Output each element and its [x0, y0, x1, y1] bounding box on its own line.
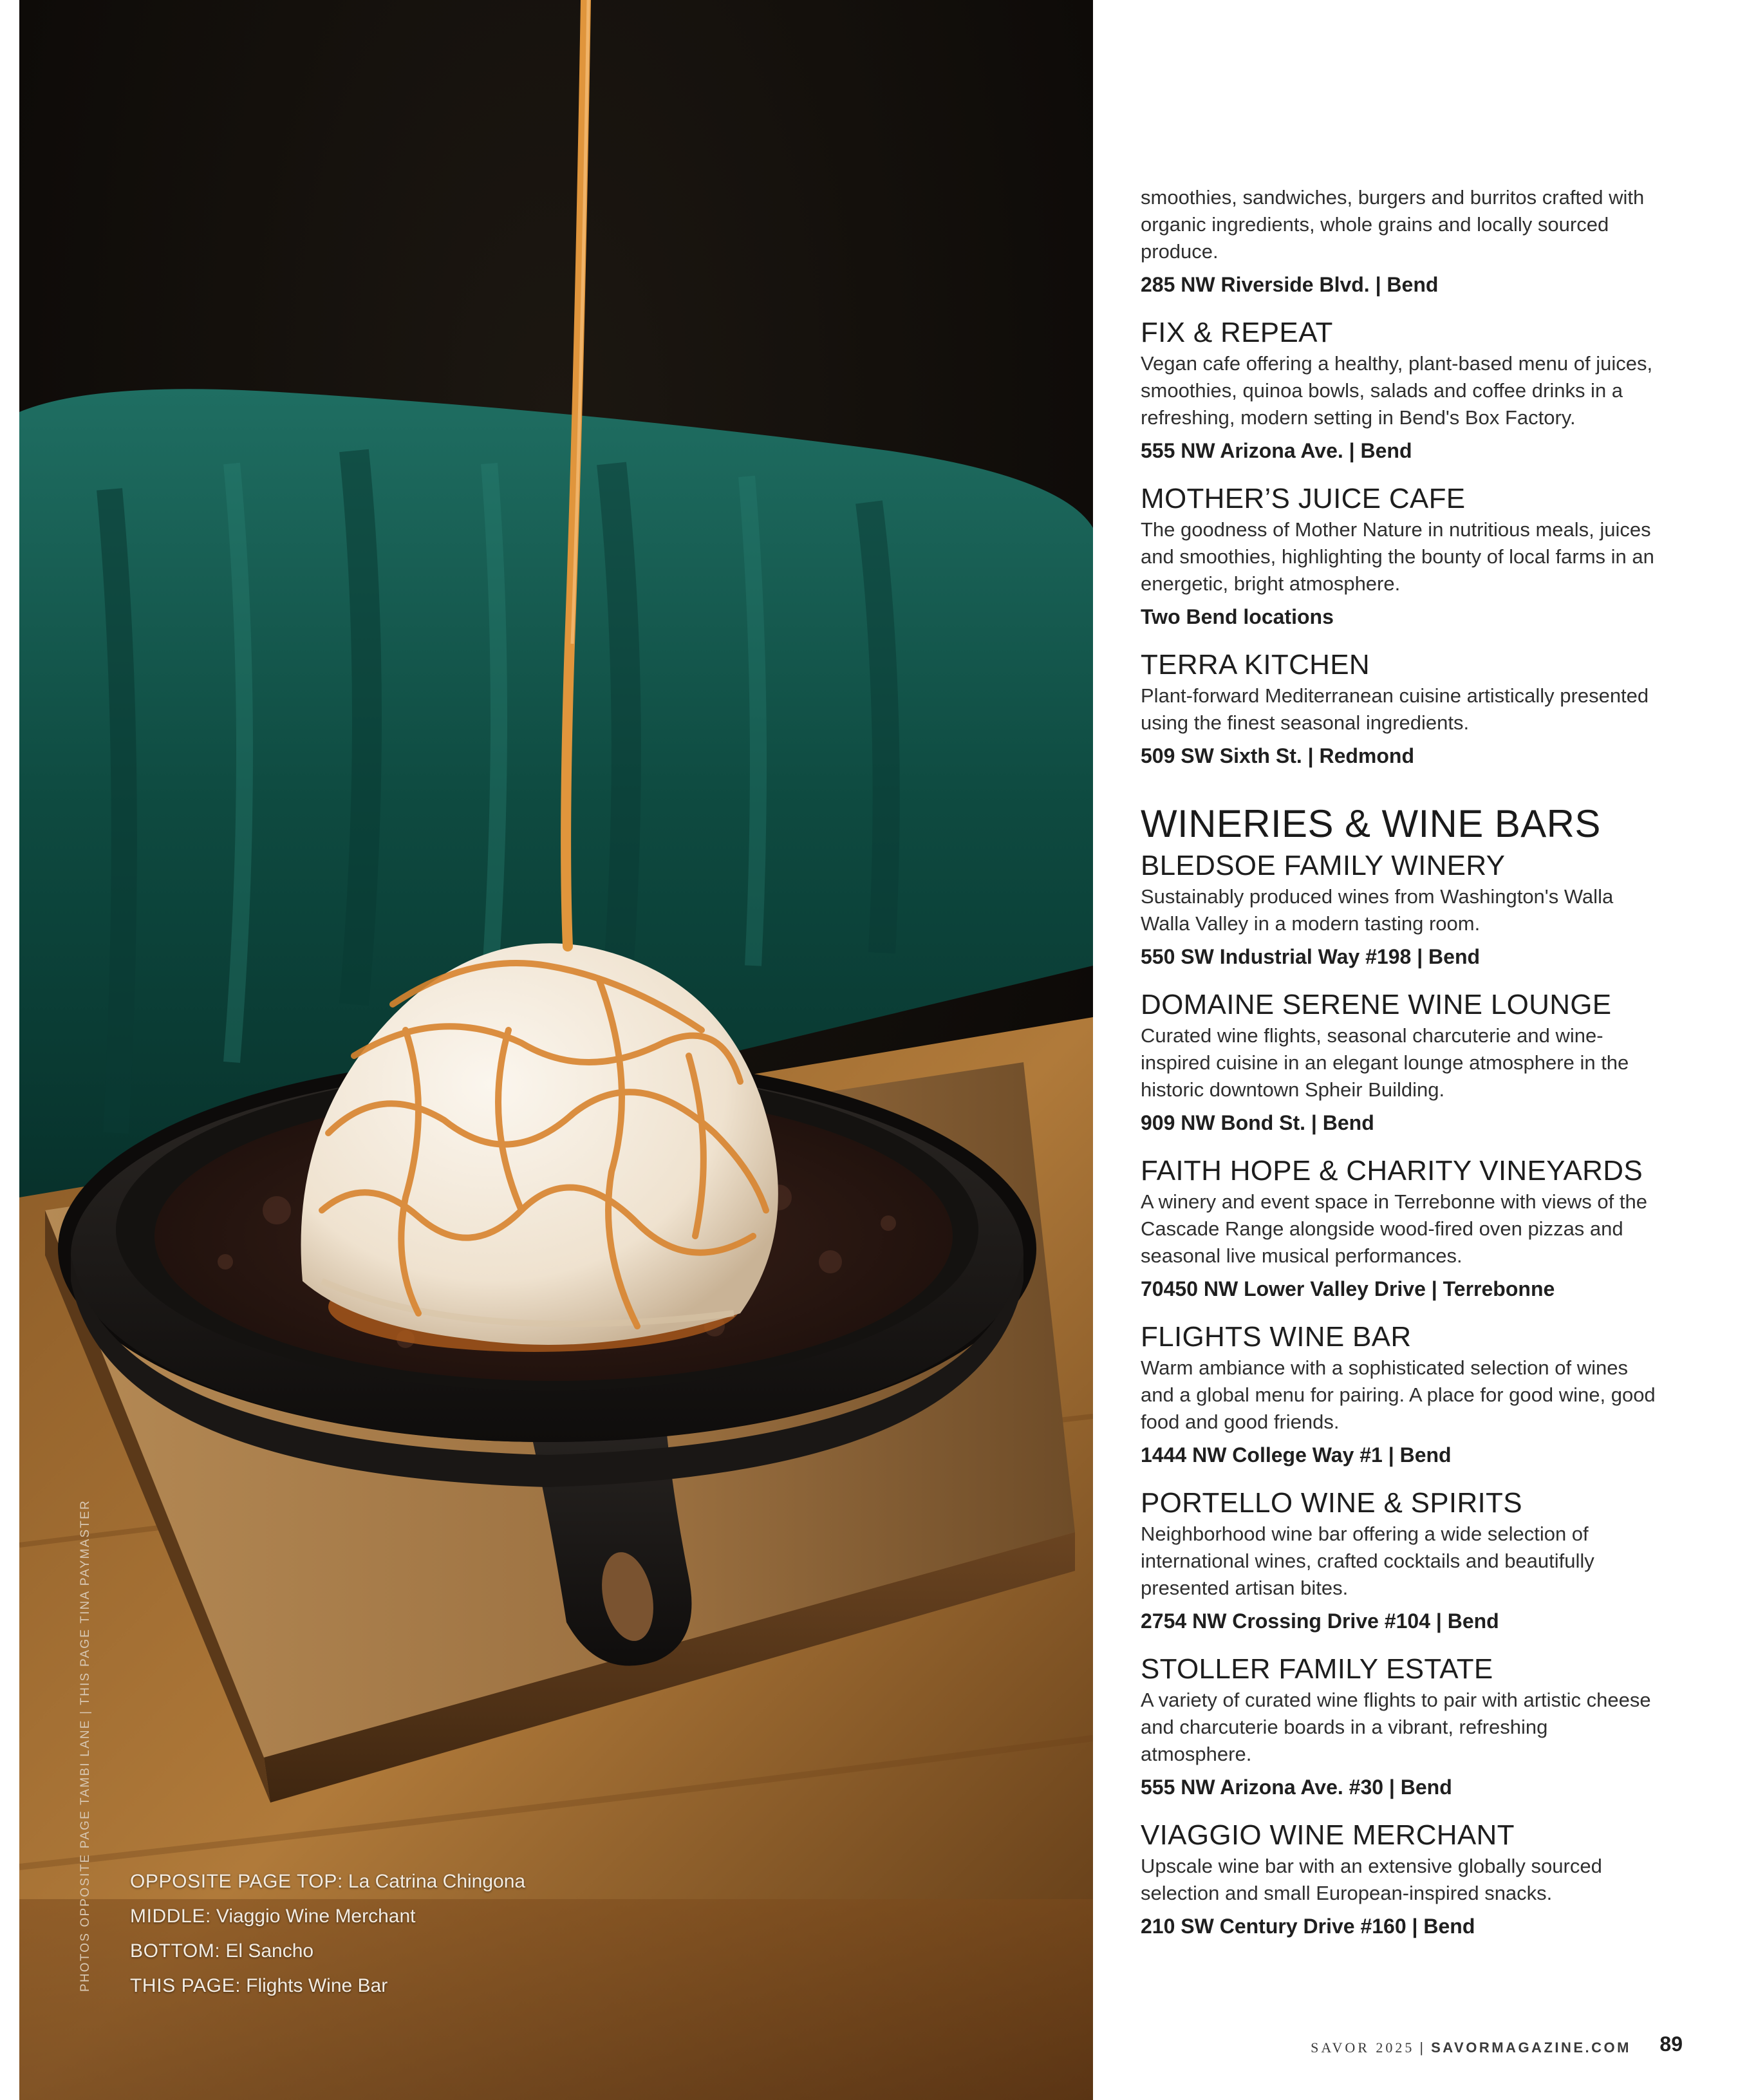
listing-address: 70450 NW Lower Valley Drive | Terrebonne [1141, 1277, 1555, 1300]
listing-address: 509 SW Sixth St. | Redmond [1141, 744, 1415, 767]
listing-address: 2754 NW Crossing Drive #104 | Bend [1141, 1609, 1499, 1633]
listing-name: PORTELLO WINE & SPIRITS [1141, 1487, 1522, 1519]
page-footer [1311, 2039, 1631, 2056]
listing-entry [1141, 317, 1656, 464]
listing-address: 1444 NW College Way #1 | Bend [1141, 1443, 1452, 1467]
photo-captions [130, 1864, 581, 2003]
caption-key: MIDDLE: [130, 1906, 211, 1927]
listing-name: BLEDSOE FAMILY WINERY [1141, 850, 1506, 881]
dessert-photo [19, 0, 1093, 2100]
listing-description: Neighborhood wine bar offering a wide selection of international wines, crafted cocktails and beautifully presented artisan bites. [1141, 1523, 1594, 1599]
listing-entry [1141, 649, 1656, 769]
caption-row [130, 1899, 581, 1934]
footer-separator: | [1419, 2039, 1426, 2056]
caption-row [130, 1864, 581, 1899]
caption-value: Flights Wine Bar [246, 1975, 388, 1996]
caption-key: THIS PAGE: [130, 1975, 241, 1996]
listing-name: STOLLER FAMILY ESTATE [1141, 1653, 1493, 1685]
listing-entry [1141, 850, 1656, 970]
skillet-brownie-illustration [19, 0, 1093, 2100]
website-link[interactable]: SAVORMAGAZINE.COM [1431, 2039, 1631, 2056]
listing-description: Curated wine flights, seasonal charcuterie and wine-inspired cuisine in an elegant lounge atmosphere in the historic downtown Spheir Building. [1141, 1024, 1629, 1101]
listing-name: DOMAINE SERENE WINE LOUNGE [1141, 989, 1612, 1020]
caption-key: OPPOSITE PAGE TOP: [130, 1871, 343, 1892]
caption-value: El Sancho [225, 1940, 314, 1962]
listing-description: Warm ambiance with a sophisticated selection of wines and a global menu for pairing. A place for good wine, good food and good friends. [1141, 1356, 1656, 1433]
listing-description: A winery and event space in Terrebonne with views of the Cascade Range alongside wood-fired oven pizzas and seasonal live musical performances. [1141, 1190, 1647, 1267]
magazine-name: SAVOR 2025 [1311, 2039, 1415, 2056]
photo-credit: PHOTOS OPPOSITE PAGE TAMBI LANE | THIS PAGE TINA PAYMASTER [79, 1499, 92, 1992]
caption-value: Viaggio Wine Merchant [216, 1906, 416, 1927]
listing-description: Plant-forward Mediterranean cuisine artistically presented using the finest seasonal ingredients. [1141, 684, 1649, 734]
continued-description: smoothies, sandwiches, burgers and burritos crafted with organic ingredients, whole grains and locally sourced produce. [1141, 186, 1645, 263]
listing-entry [1141, 1487, 1656, 1634]
listing-entry [1141, 1321, 1656, 1468]
section-title: WINERIES & WINE BARS [1141, 802, 1601, 845]
listing-name: FIX & REPEAT [1141, 317, 1333, 348]
listing-description: Upscale wine bar with an extensive globally sourced selection and small European-inspired snacks. [1141, 1855, 1602, 1904]
listing-entry [1141, 483, 1656, 630]
listing-name: VIAGGIO WINE MERCHANT [1141, 1819, 1515, 1851]
listing-address: Two Bend locations [1141, 605, 1334, 628]
caption-value: La Catrina Chingona [348, 1871, 526, 1892]
caption-row [130, 1969, 581, 2003]
listing-address: 555 NW Arizona Ave. #30 | Bend [1141, 1776, 1452, 1799]
caption-row [130, 1934, 581, 1969]
listing-name: FLIGHTS WINE BAR [1141, 1321, 1412, 1353]
listing-description: Sustainably produced wines from Washington's Walla Walla Valley in a modern tasting room. [1141, 885, 1614, 935]
listing-column [1141, 184, 1656, 1939]
listing-address: 550 SW Industrial Way #198 | Bend [1141, 945, 1481, 968]
listing-description: The goodness of Mother Nature in nutritious meals, juices and smoothies, highlighting the bounty of local farms in an energetic, bright atmosphere. [1141, 518, 1654, 595]
listing-description: Vegan cafe offering a healthy, plant-based menu of juices, smoothies, quinoa bowls, salads and coffee drinks in a refreshing, modern setting in Bend's Box Factory. [1141, 352, 1653, 429]
listing-entry [1141, 989, 1656, 1136]
page-number: 89 [1659, 2032, 1683, 2056]
listing-address: 210 SW Century Drive #160 | Bend [1141, 1915, 1475, 1938]
listing-entry [1141, 1819, 1656, 1939]
listing-name: TERRA KITCHEN [1141, 649, 1370, 680]
listing-address: 555 NW Arizona Ave. | Bend [1141, 439, 1412, 462]
listing-name: MOTHER’S JUICE CAFE [1141, 483, 1466, 514]
listing-name: FAITH HOPE & CHARITY VINEYARDS [1141, 1155, 1643, 1186]
listing-entry [1141, 1653, 1656, 1800]
caption-key: BOTTOM: [130, 1940, 221, 1962]
listing-description: A variety of curated wine flights to pair with artistic cheese and charcuterie boards in a vibrant, refreshing atmosphere. [1141, 1689, 1651, 1765]
listing-address: 285 NW Riverside Blvd. | Bend [1141, 273, 1439, 296]
listing-address: 909 NW Bond St. | Bend [1141, 1111, 1374, 1134]
listing-entry [1141, 1155, 1656, 1302]
